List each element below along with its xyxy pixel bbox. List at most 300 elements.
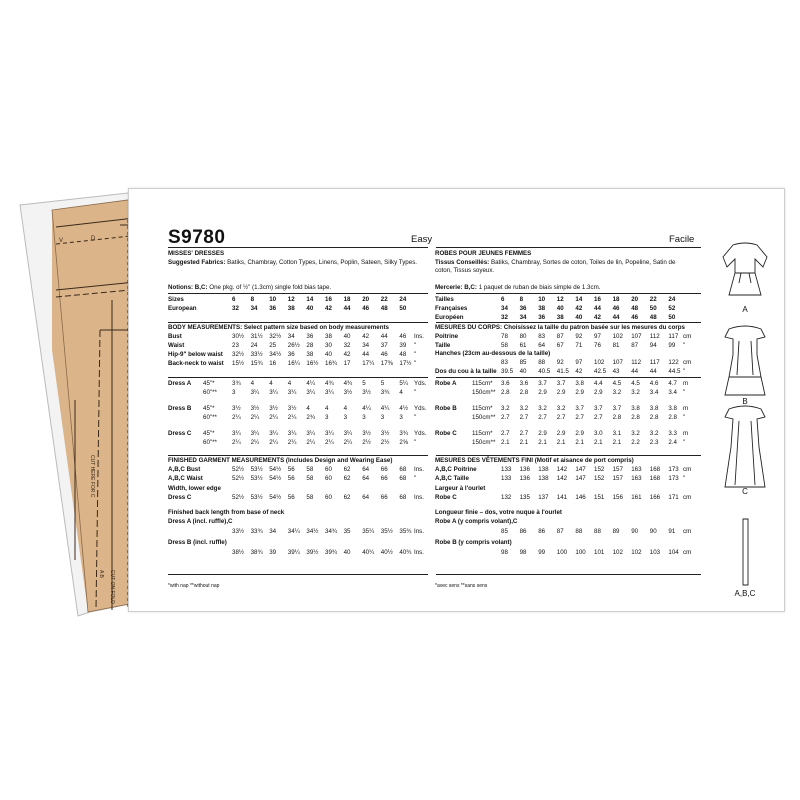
table-cell: 4: [306, 405, 310, 412]
table-cell: 2.8: [501, 389, 510, 396]
table-cell: 44: [362, 351, 370, 358]
table-cell: 53½: [250, 494, 263, 501]
table-cell: 117: [649, 359, 660, 366]
fabric-width: 45"*: [203, 380, 215, 387]
table-cell: 66: [380, 466, 388, 473]
table-cell: 3¾: [232, 380, 241, 387]
en-sizes-label: Sizes: [168, 296, 184, 303]
table-cell: 40¼: [362, 549, 375, 556]
table-cell: 44: [594, 305, 601, 312]
table-cell: 36: [287, 351, 295, 358]
table-cell: 2.9: [538, 430, 547, 437]
table-cell: 83: [501, 359, 508, 366]
table-cell: 30½: [232, 333, 245, 340]
table-cell: 117: [668, 333, 679, 340]
table-cell: 156: [612, 494, 623, 501]
table-cell: 52: [668, 305, 676, 312]
en-dress-a-label: Dress A (incl. ruffle),C: [168, 518, 233, 525]
table-cell: 2.1: [556, 439, 566, 446]
table-cell: 3½: [250, 405, 260, 412]
en-notions-label: Notions: B,C:: [168, 284, 208, 291]
table-cell: 6: [501, 296, 505, 303]
table-cell: 4: [269, 380, 273, 387]
table-cell: 40: [306, 305, 314, 312]
table-cell: 20: [631, 296, 639, 303]
table-cell: 3¼: [306, 389, 315, 396]
rule-en-4: [168, 455, 428, 456]
table-cell: 3¼: [343, 430, 353, 437]
table-cell: 2¾: [306, 414, 315, 421]
table-cell: 89: [612, 528, 620, 535]
tissue-mark-views: A B: [98, 570, 104, 578]
table-cell: 32½: [269, 333, 282, 340]
fabric-width: 60"**: [203, 389, 217, 396]
table-cell: 42.5: [594, 368, 607, 375]
table-cell: 48: [631, 305, 639, 312]
table-cell: 135: [519, 494, 530, 501]
table-cell: 2.2: [631, 439, 640, 446]
table-cell: 3½: [232, 405, 241, 412]
table-cell: 32: [501, 314, 508, 321]
table-cell: 2½: [362, 439, 371, 446]
en-back-length-label: Finished back length from base of neck: [168, 509, 285, 516]
fabric-width: 115cm*: [472, 380, 493, 387]
table-cell: 39½: [306, 549, 319, 556]
table-cell: 112: [649, 333, 660, 340]
table-unit: Yds.: [414, 405, 427, 412]
table-unit: cm: [683, 333, 692, 340]
table-cell: 3.2: [649, 430, 659, 437]
fr-fabrics-label: Tissus Conseillés:: [435, 259, 490, 266]
rule-fr-5: [436, 574, 701, 575]
view-b-sketch: [725, 326, 765, 395]
table-cell: 17¼: [362, 360, 375, 367]
difficulty-en: Easy: [411, 234, 433, 245]
rule-en-5: [168, 574, 428, 575]
table-cell: 3.1: [612, 430, 622, 437]
table-cell: 2¼: [250, 439, 260, 446]
table-cell: 171: [668, 494, 679, 501]
table-cell: 68: [399, 475, 407, 482]
table-cell: 94: [649, 342, 657, 349]
table-cell: 62: [343, 475, 351, 482]
row-label: A,B,C Waist: [168, 475, 203, 482]
table-cell: 58: [501, 342, 508, 349]
table-cell: 104: [668, 549, 679, 556]
table-cell: 24: [668, 296, 676, 303]
table-cell: 91: [668, 528, 676, 535]
table-cell: 39¼: [287, 549, 300, 556]
table-cell: 3.7: [575, 405, 584, 412]
table-cell: 3.4: [668, 389, 677, 396]
table-cell: 44: [343, 305, 351, 312]
table-cell: 39.5: [501, 368, 514, 375]
view-sketches: [715, 237, 775, 597]
table-cell: 4: [399, 389, 403, 396]
table-cell: 3.8: [668, 405, 677, 412]
en-body-title: BODY MEASUREMENTS: Select pattern size based on body measurements: [168, 324, 389, 331]
pattern-code: S9780: [168, 227, 226, 248]
table-cell: 2.3: [649, 439, 659, 446]
table-unit: ": [683, 389, 686, 396]
table-unit: m: [683, 430, 689, 437]
table-cell: 44: [631, 368, 639, 375]
table-cell: 5: [362, 380, 366, 387]
table-unit: ": [414, 389, 417, 396]
table-cell: 71: [575, 342, 583, 349]
table-cell: 3¼: [287, 430, 297, 437]
table-cell: 38: [556, 314, 564, 321]
table-cell: 100: [556, 549, 568, 556]
table-unit: Ins.: [414, 549, 424, 556]
table-cell: 46: [362, 305, 370, 312]
table-cell: 102: [594, 359, 605, 366]
table-unit: ": [414, 342, 417, 349]
table-cell: 56: [287, 494, 295, 501]
table-cell: 33½: [232, 528, 245, 535]
table-unit: ": [683, 368, 686, 375]
fabric-width: 115cm*: [472, 430, 493, 437]
table-cell: 34: [519, 314, 527, 321]
table-unit: Ins.: [414, 494, 424, 501]
table-cell: 17⅜: [380, 360, 393, 367]
table-cell: 90: [649, 528, 657, 535]
table-cell: 31½: [250, 333, 263, 340]
table-cell: 88: [575, 528, 583, 535]
table-cell: 3.7: [594, 405, 603, 412]
table-cell: 39: [269, 549, 277, 556]
table-unit: ": [683, 342, 686, 349]
table-unit: ": [683, 475, 686, 482]
table-unit: Ins.: [414, 466, 424, 473]
table-cell: 10: [269, 296, 277, 303]
table-cell: 4: [325, 405, 329, 412]
table-cell: 50: [399, 305, 407, 312]
table-cell: 3¼: [250, 389, 260, 396]
table-cell: 42: [594, 314, 601, 321]
table-cell: 40: [343, 549, 351, 556]
fr-title: ROBES POUR JEUNES FEMMES: [435, 250, 532, 257]
fabric-width: 45"*: [203, 405, 215, 412]
row-label: A,B,C Bust: [168, 466, 201, 473]
table-cell: 2¼: [325, 439, 334, 446]
table-unit: cm: [683, 494, 692, 501]
table-cell: 2.7: [501, 414, 510, 421]
table-cell: 2⅝: [399, 439, 408, 446]
rule-fr-2: [436, 322, 701, 323]
table-cell: 25: [269, 342, 277, 349]
table-cell: 16½: [306, 360, 319, 367]
table-cell: 2¼: [232, 439, 241, 446]
table-cell: 3: [232, 389, 236, 396]
table-cell: 107: [612, 359, 623, 366]
view-a-sketch: [723, 243, 767, 295]
svg-text:D: D: [91, 236, 96, 242]
table-cell: 3.6: [519, 380, 529, 387]
table-unit: ": [414, 360, 417, 367]
table-cell: 40: [556, 305, 564, 312]
row-label: Dress A: [168, 380, 192, 387]
table-unit: m: [683, 405, 689, 412]
row-label: Dress B: [168, 405, 192, 412]
row-label: Dress C: [168, 494, 192, 501]
table-cell: 18: [343, 296, 351, 303]
table-cell: 46: [612, 305, 620, 312]
table-cell: 33¾: [250, 528, 263, 535]
table-cell: 2¼: [250, 414, 260, 421]
rule-en-3: [168, 377, 428, 378]
table-cell: 166: [649, 494, 661, 501]
table-cell: 15¾: [250, 360, 263, 367]
fr-body-title: MESURES DU CORPS: Choisissez la taille du patron basée sur les mesures du corps: [435, 324, 685, 331]
view-a-label: A: [742, 305, 748, 314]
table-cell: 132: [501, 494, 512, 501]
table-cell: 56: [287, 466, 295, 473]
table-cell: 173: [668, 466, 679, 473]
table-unit: ": [683, 414, 686, 421]
rule-en-2: [168, 322, 428, 323]
fr-francaises-label: Françaises: [435, 305, 468, 312]
table-cell: 2.1: [538, 439, 547, 446]
table-cell: 3.2: [612, 389, 622, 396]
view-abc-belt-sketch: [743, 519, 748, 585]
en-notions: One pkg. of ½" (1.3cm) single fold bias tape.: [209, 284, 332, 291]
table-cell: 3: [325, 414, 329, 421]
fr-hanches-label: Hanches (23cm au-dessous de la taille): [435, 350, 551, 357]
table-cell: 2.9: [575, 430, 584, 437]
table-unit: ": [683, 439, 686, 446]
table-cell: 20: [362, 296, 370, 303]
table-cell: 18: [612, 296, 620, 303]
table-cell: 3: [362, 414, 366, 421]
table-cell: 3.7: [612, 405, 622, 412]
view-c-sketch: [725, 406, 765, 487]
table-cell: 34: [501, 305, 508, 312]
fabric-width: 150cm**: [472, 414, 496, 421]
table-cell: 2.9: [556, 389, 566, 396]
table-cell: 88: [594, 528, 601, 535]
rule-fr-1: [436, 293, 701, 294]
table-cell: 52½: [232, 494, 245, 501]
table-cell: 17: [343, 360, 351, 367]
en-finished-title: FINISHED GARMENT MEASUREMENTS (Includes Design and Wearing Ease): [168, 457, 393, 464]
table-cell: 3¼: [325, 389, 334, 396]
view-b-label: B: [742, 397, 748, 406]
table-cell: 147: [575, 475, 586, 482]
table-cell: 157: [612, 475, 623, 482]
table-cell: 138: [538, 466, 549, 473]
table-cell: 3: [343, 414, 348, 421]
table-cell: 2.8: [668, 414, 677, 421]
table-cell: 103: [649, 549, 661, 556]
table-cell: 3½: [287, 405, 297, 412]
table-cell: 32: [232, 305, 239, 312]
fr-tailles-label: Tailles: [435, 296, 454, 303]
table-cell: 3¼: [306, 430, 315, 437]
table-cell: 2.7: [594, 414, 603, 421]
table-cell: 6: [232, 296, 236, 303]
rule-fr-top: [436, 247, 701, 248]
table-cell: 44: [612, 314, 620, 321]
tissue-mark-fold: CUT ON FOLD: [109, 570, 115, 604]
table-cell: 3.2: [556, 405, 566, 412]
row-label: Hip-9" below waist: [168, 351, 223, 358]
row-label: A,B,C Poitrine: [435, 466, 477, 473]
table-cell: 35¼: [362, 528, 375, 535]
table-cell: 16: [325, 296, 332, 303]
table-cell: 138: [538, 475, 549, 482]
table-cell: 151: [594, 494, 605, 501]
table-cell: 163: [631, 466, 642, 473]
fr-notions-label: Mercerie: B,C:: [435, 284, 477, 291]
table-cell: 36: [519, 305, 527, 312]
table-cell: 4¾: [343, 380, 353, 387]
table-cell: 157: [612, 466, 623, 473]
table-cell: 2.1: [519, 439, 529, 446]
table-cell: 152: [594, 466, 605, 473]
table-cell: 2.8: [519, 389, 529, 396]
table-cell: 4.5: [612, 380, 622, 387]
table-cell: 133: [501, 466, 512, 473]
table-cell: 36: [538, 314, 546, 321]
table-cell: 85: [519, 359, 527, 366]
table-cell: 101: [594, 549, 605, 556]
table-cell: 90: [631, 528, 639, 535]
table-cell: 86: [538, 528, 546, 535]
table-cell: 2¼: [287, 439, 297, 446]
table-cell: 3.7: [556, 380, 566, 387]
table-cell: 2.7: [575, 414, 584, 421]
table-cell: 17½: [399, 360, 412, 367]
table-cell: 44: [649, 368, 657, 375]
table-cell: 136: [519, 475, 530, 482]
table-cell: 2¼: [232, 414, 241, 421]
table-cell: 44: [380, 333, 388, 340]
table-cell: 3.2: [538, 405, 547, 412]
table-cell: 58: [306, 466, 314, 473]
table-cell: 24: [399, 296, 407, 303]
table-cell: 99: [668, 342, 676, 349]
table-cell: 3½: [380, 430, 390, 437]
table-cell: 52½: [232, 466, 245, 473]
table-cell: 38½: [232, 549, 245, 556]
fr-longueur-label: Longueur finie – dos, votre nuque à l'ourlet: [435, 509, 562, 516]
table-cell: 3.2: [519, 405, 529, 412]
table-cell: 68: [399, 466, 407, 473]
table-cell: 141: [556, 494, 568, 501]
table-cell: 44.5: [668, 368, 681, 375]
table-cell: 48: [649, 314, 657, 321]
table-cell: 4¼: [306, 380, 315, 387]
fr-largeur-label: Largeur à l'ourlet: [435, 485, 486, 492]
fr-footnote: *avec sens **sans sens: [435, 583, 488, 589]
table-cell: 50: [649, 305, 657, 312]
table-cell: 42: [325, 305, 332, 312]
table-cell: 4.5: [631, 380, 640, 387]
table-cell: 46: [631, 314, 639, 321]
table-cell: 40: [343, 333, 351, 340]
table-cell: 24: [250, 342, 258, 349]
table-cell: 3: [380, 414, 385, 421]
table-cell: 2.1: [594, 439, 603, 446]
table-cell: 46: [399, 333, 407, 340]
table-unit: cm: [683, 466, 692, 473]
table-cell: 97: [575, 359, 583, 366]
row-label: Robe A: [435, 380, 457, 387]
table-cell: 2.7: [501, 430, 510, 437]
table-cell: 58: [306, 494, 314, 501]
table-cell: 3¼: [232, 430, 241, 437]
table-cell: 66: [380, 475, 388, 482]
table-cell: 107: [631, 333, 642, 340]
table-cell: 40: [325, 351, 332, 358]
table-cell: 2.9: [594, 389, 603, 396]
table-cell: 39¾: [325, 549, 338, 556]
table-cell: 2.8: [612, 414, 622, 421]
table-cell: 67: [556, 342, 564, 349]
table-cell: 52½: [232, 475, 245, 482]
table-cell: 3.4: [649, 389, 659, 396]
table-cell: 34: [269, 528, 277, 535]
table-cell: 163: [631, 475, 642, 482]
table-cell: 2¼: [306, 439, 315, 446]
table-cell: 99: [538, 549, 546, 556]
table-cell: 34¼: [287, 528, 300, 535]
table-unit: Yds.: [414, 430, 427, 437]
fabric-width: 115cm*: [472, 405, 493, 412]
table-cell: 54½: [269, 475, 282, 482]
table-cell: 2.1: [612, 439, 622, 446]
table-cell: 46: [380, 351, 388, 358]
table-cell: 66: [380, 494, 388, 501]
table-unit: ": [414, 414, 417, 421]
table-cell: 4.7: [668, 380, 677, 387]
table-cell: 8: [250, 296, 255, 303]
view-abc-label: A,B,C: [734, 589, 756, 598]
table-cell: 5: [380, 380, 385, 387]
table-cell: 2¼: [343, 439, 353, 446]
table-cell: 81: [612, 342, 620, 349]
table-cell: 39: [399, 342, 407, 349]
table-cell: 2.7: [538, 414, 547, 421]
en-dress-b-label: Dress B (incl. ruffle): [168, 539, 227, 546]
table-cell: 142: [556, 466, 568, 473]
fabric-width: 60"**: [203, 414, 217, 421]
table-cell: 161: [631, 494, 642, 501]
table-cell: 85: [501, 528, 508, 535]
fabric-width: 45"*: [203, 430, 215, 437]
table-unit: Ins.: [414, 528, 424, 535]
fabric-width: 60"**: [203, 439, 217, 446]
table-cell: 23: [232, 342, 239, 349]
table-cell: 168: [649, 475, 661, 482]
table-cell: 168: [649, 466, 661, 473]
table-cell: 42: [575, 368, 583, 375]
row-label: A,B,C Taille: [435, 475, 469, 482]
table-cell: 34¾: [325, 528, 338, 535]
envelope-back-panel: [128, 188, 785, 612]
fr-finished-title: MESURES DES VÊTEMENTS FINI (Motif et aisance de port compris): [435, 457, 634, 464]
table-cell: 64: [362, 475, 370, 482]
table-cell: 2.9: [556, 430, 566, 437]
table-cell: 34½: [269, 351, 282, 358]
table-cell: 2.7: [519, 430, 529, 437]
table-cell: 100: [575, 549, 586, 556]
table-cell: 3¼: [269, 430, 278, 437]
table-cell: 3.3: [668, 430, 677, 437]
table-cell: 12: [287, 296, 295, 303]
table-cell: 87: [556, 528, 564, 535]
